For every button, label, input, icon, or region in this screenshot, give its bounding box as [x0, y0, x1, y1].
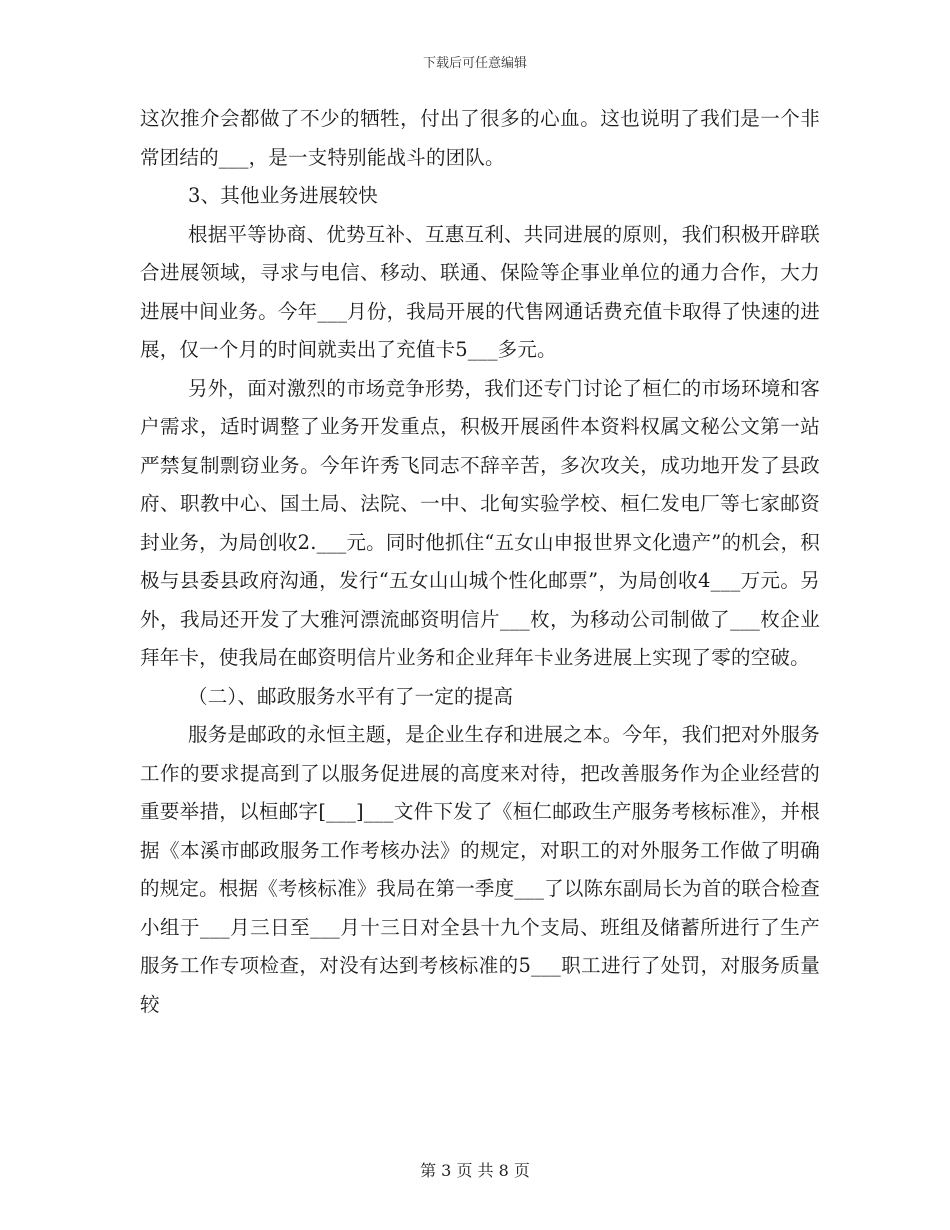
section-heading-two: （二）、邮政服务水平有了一定的提高 [188, 684, 514, 708]
paragraph-2: 根据平等协商、优势互补、互惠互利、共同进展的原则，我们积极开辟联合进展领域，寻求与电信、移动、联通、保险等企事业单位的通力合作，大力进展中间业务。今年___月份，我局开展的代售网通话费充值卡取得了快速的进展，仅一个月的时间就卖出了充值卡5___多元。 [140, 222, 820, 361]
document-body [140, 100, 820, 1024]
section-heading-3: 3、其他业务进展较快 [188, 184, 378, 207]
page-number: 第 3 页 共 8 页 [420, 1161, 530, 1180]
paragraph-1: 这次推介会都做了不少的牺牲，付出了很多的心血。这也说明了我们是一个非常团结的___，是一支特别能战斗的团队。 [140, 107, 820, 169]
page-header-note: 下载后可任意编辑 [422, 56, 527, 71]
paragraph-4: 服务是邮政的永恒主题，是企业生存和进展之本。今年，我们把对外服务工作的要求提高到了以服务促进展的高度来对待，把改善服务作为企业经营的重要举措，以桓邮字[___]___文件下发了《桓仁邮政生产服务考核标准》，并根据《本溪市邮政服务工作考核办法》的规定，对职工的对外服务工作做了明确的规定。根据《考核标准》我局在第一季度___了以陈东副局长为首的联合检查小组于___月三日至___月十三日对全县十九个支局、班组及储蓄所进行了生产服务工作专项检查，对没有达到考核标准的5___职工进行了处罚，对服务质量较 [140, 723, 820, 1016]
paragraph-3: 另外，面对激烈的市场竞争形势，我们还专门讨论了桓仁的市场环境和客户需求，适时调整了业务开发重点，积极开展函件本资料权属文秘公文第一站严禁复制剽窃业务。今年许秀飞同志不辞辛苦，多次攻关，成功地开发了县政府、职教中心、国土局、法院、一中、北甸实验学校、桓仁发电厂等七家邮资封业务，为局创收2.___元。同时他抓住“五女山申报世界文化遗产”的机会，积极与县委县政府沟通，发行“五女山山城个性化邮票”，为局创收4___万元。另外，我局还开发了大雅河漂流邮资明信片___枚，为移动公司制做了___枚企业拜年卡，使我局在邮资明信片业务和企业拜年卡业务进展上实现了零的空破。 [140, 376, 820, 669]
